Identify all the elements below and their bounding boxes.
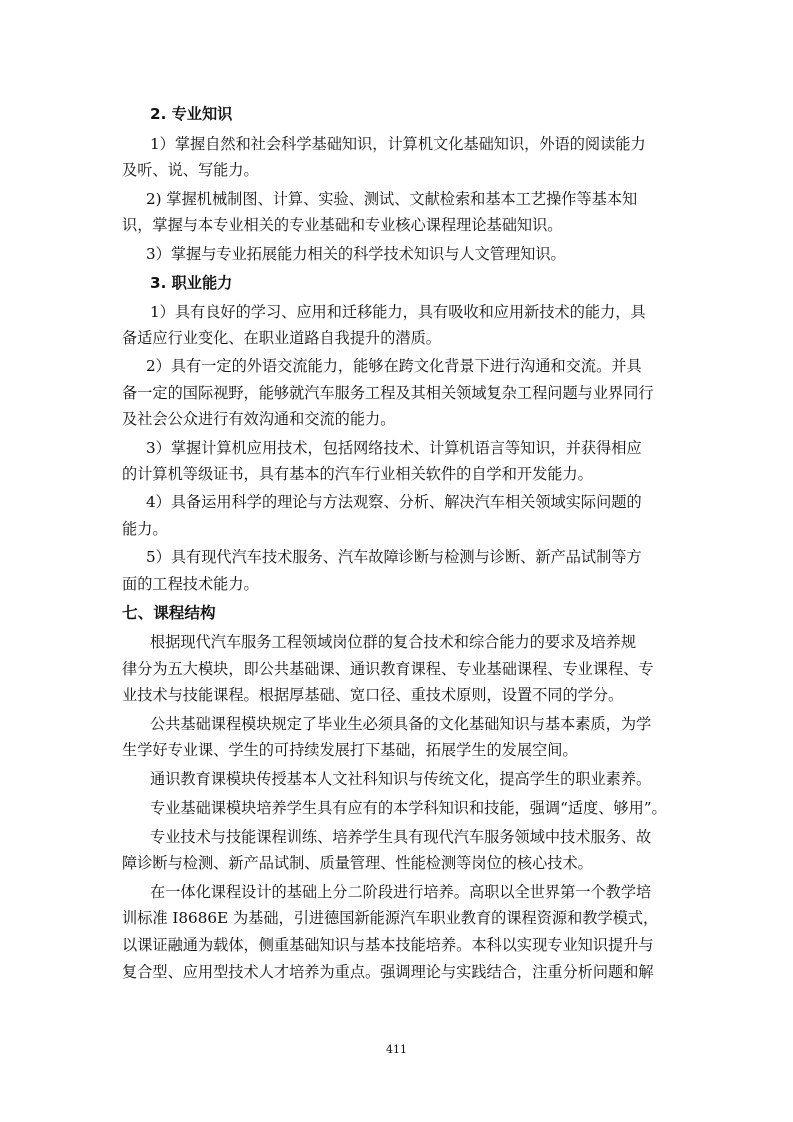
curriculum-para-4-line-1: 专业基础课模块培养学生具有应有的本学科知识和技能，强调“适度、够用”。 bbox=[150, 799, 667, 817]
knowledge-item-3-line-1: 3）掌握与专业拓展能力相关的科学技术知识与人文管理知识。 bbox=[146, 245, 566, 263]
knowledge-item-1-line-1: 1）掌握自然和社会科学基础知识，计算机文化基础知识，外语的阅读能力 bbox=[150, 135, 646, 153]
curriculum-para-5-line-1: 专业技术与技能课程训练、培养学生具有现代汽车服务领域中技术服务、故 bbox=[150, 828, 652, 846]
ability-item-5-line-1: 5）具有现代汽车技术服务、汽车故障诊断与检测与诊断、新产品试制等方 bbox=[146, 548, 642, 566]
ability-item-3-line-1: 3）掌握计算机应用技术，包括网络技术、计算机语言等知识，并获得相应 bbox=[146, 439, 642, 457]
ability-item-1-line-2: 备适应行业变化、在职业道路自我提升的潜质。 bbox=[122, 329, 441, 347]
ability-item-2-line-1: 2）具有一定的外语交流能力，能够在跨文化背景下进行沟通和交流。并具 bbox=[146, 357, 642, 375]
curriculum-para-6-line-1: 在一体化课程设计的基础上分二阶段进行培养。高职以全世界第一个教学培 bbox=[150, 883, 652, 901]
ability-item-2-line-3: 及社会公众进行有效沟通和交流的能力。 bbox=[122, 410, 396, 428]
heading-vocational-ability: 3. 职业能力 bbox=[150, 274, 233, 292]
curriculum-para-6-line-2: 训标准 I8686E 为基础，引进德国新能源汽车职业教育的课程资源和教学模式， bbox=[122, 909, 659, 927]
ability-item-4-line-1: 4）具备运用科学的理论与方法观察、分析、解决汽车相关领域实际问题的 bbox=[146, 493, 642, 511]
curriculum-para-5-line-2: 障诊断与检测、新产品试制、质量管理、性能检测等岗位的核心技术。 bbox=[122, 854, 593, 872]
curriculum-para-1-line-2: 律分为五大模块，即公共基础课、通识教育课程、专业基础课程、专业课程、专 bbox=[122, 660, 654, 678]
heading-professional-knowledge: 2. 专业知识 bbox=[150, 105, 233, 123]
heading-curriculum-structure: 七、课程结构 bbox=[122, 604, 216, 622]
curriculum-para-2-line-1: 公共基础课程模块规定了毕业生必须具备的文化基础知识与基本素质，为学 bbox=[150, 715, 652, 733]
curriculum-para-1-line-1: 根据现代汽车服务工程领域岗位群的复合技术和综合能力的要求及培养规 bbox=[150, 633, 636, 651]
knowledge-item-1-line-2: 及听、说、写能力。 bbox=[122, 161, 259, 179]
page-number: 411 bbox=[386, 1043, 407, 1056]
curriculum-para-6-line-4: 复合型、应用型技术人才培养为重点。强调理论与实践结合，注重分析问题和解 bbox=[122, 963, 654, 981]
curriculum-para-1-line-3: 业技术与技能课程。根据厚基础、宽口径、重技术原则，设置不同的学分。 bbox=[122, 686, 624, 704]
knowledge-item-2-line-1: 2) 掌握机械制图、计算、实验、测试、文献检索和基本工艺操作等基本知 bbox=[146, 190, 638, 208]
curriculum-para-3-line-1: 通识教育课模块传授基本人文社科知识与传统文化，提高学生的职业素养。 bbox=[150, 770, 652, 788]
ability-item-4-line-2: 能力。 bbox=[122, 520, 168, 538]
ability-item-5-line-2: 面的工程技术能力。 bbox=[122, 575, 259, 593]
curriculum-para-6-line-3: 以课证融通为载体，侧重基础知识与基本技能培养。本科以实现专业知识提升与 bbox=[122, 936, 654, 954]
ability-item-1-line-1: 1）具有良好的学习、应用和迁移能力，具有吸收和应用新技术的能力，具 bbox=[150, 303, 646, 321]
curriculum-para-2-line-2: 生学好专业课、学生的可持续发展打下基础，拓展学生的发展空间。 bbox=[122, 741, 578, 759]
ability-item-3-line-2: 的计算机等级证书，具有基本的汽车行业相关软件的自学和开发能力。 bbox=[122, 465, 593, 483]
knowledge-item-2-line-2: 识，掌握与本专业相关的专业基础和专业核心课程理论基础知识。 bbox=[122, 216, 563, 234]
ability-item-2-line-2: 备一定的国际视野，能够就汽车服务工程及其相关领域复杂工程问题与业界同行 bbox=[122, 384, 654, 402]
